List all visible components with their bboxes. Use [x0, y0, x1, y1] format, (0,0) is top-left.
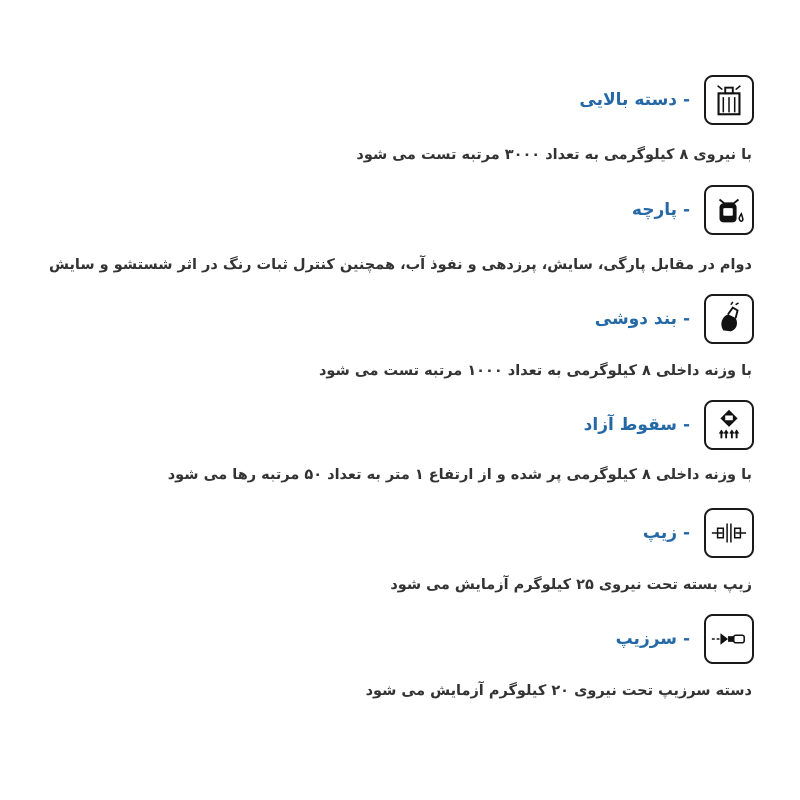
feature-header-zipper — [643, 507, 754, 559]
feature-title: - پارچه — [631, 200, 690, 220]
feature-header-fabric — [632, 184, 754, 236]
feature-title: - سقوط آزاد — [583, 415, 690, 435]
feature-description: دوام در مقابل پارگی، سایش، پرزدهی و نفوذ آب، همچنین کنترل ثبات رنگ در اثر شستشو و سایش — [48, 257, 752, 273]
zipper-icon — [704, 508, 754, 558]
top-handle-icon — [704, 75, 754, 125]
feature-header-zipper-pull — [616, 613, 754, 665]
fabric-icon — [704, 185, 754, 235]
free-fall-icon — [704, 400, 754, 450]
feature-header-shoulder-strap — [595, 293, 754, 345]
feature-header-free-fall — [584, 399, 754, 451]
feature-description: با نیروی ۸ کیلوگرمی به تعداد ۳۰۰۰ مرتبه تست می شود — [356, 147, 752, 163]
feature-description: با وزنه داخلی ۸ کیلوگرمی پر شده و از ارتفاع ۱ متر به تعداد ۵۰ مرتبه رها می شود — [167, 467, 752, 483]
feature-description: با وزنه داخلی ۸ کیلوگرمی به تعداد ۱۰۰۰ مرتبه تست می شود — [318, 363, 752, 379]
shoulder-strap-icon — [704, 294, 754, 344]
feature-title: - بند دوشی — [594, 309, 690, 329]
zipper-pull-icon — [704, 614, 754, 664]
feature-description: زیپ بسته تحت نیروی ۲۵ کیلوگرم آزمایش می شود — [390, 577, 752, 593]
feature-title: - دسته بالایی — [579, 90, 690, 110]
feature-description: دسته سرزیپ تحت نیروی ۲۰ کیلوگرم آزمایش می شود — [365, 683, 752, 699]
feature-title: - سرزیپ — [615, 629, 690, 649]
feature-header-top-handle — [579, 74, 754, 126]
feature-title: - زیپ — [642, 523, 690, 543]
